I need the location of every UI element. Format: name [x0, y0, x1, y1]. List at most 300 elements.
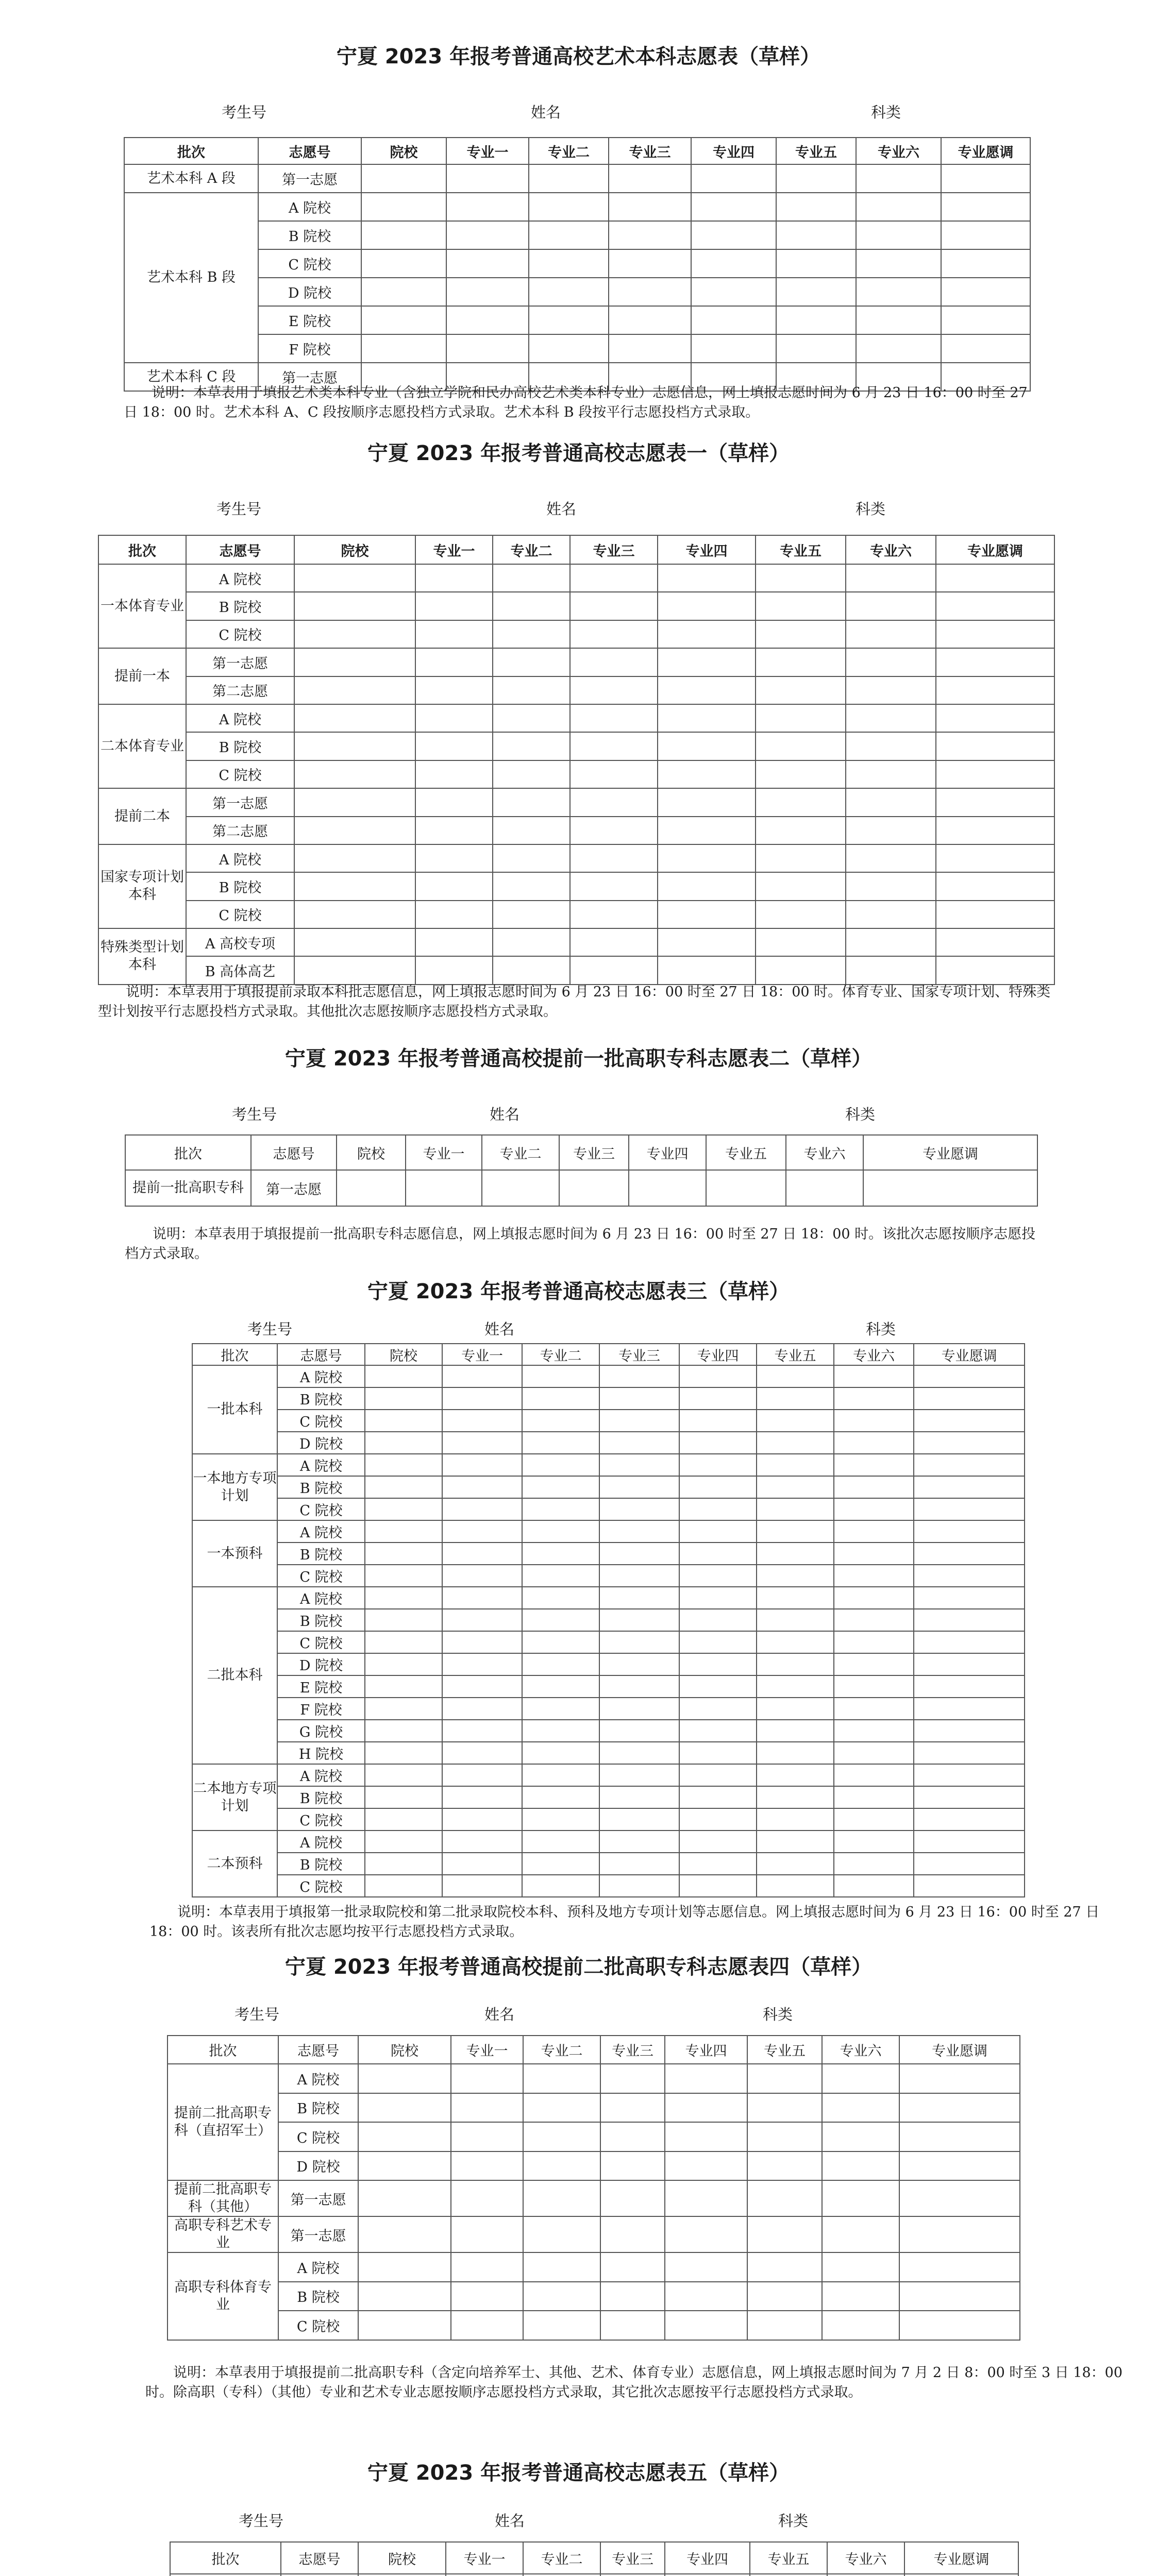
major-entry-cell[interactable] [609, 164, 691, 193]
major-entry-cell[interactable] [493, 901, 570, 928]
major-entry-cell[interactable] [756, 928, 846, 956]
major-entry-cell[interactable] [522, 1720, 599, 1742]
major-entry-cell[interactable] [679, 1653, 757, 1675]
major-entry-cell[interactable] [691, 278, 776, 306]
major-entry-cell[interactable] [570, 956, 658, 984]
major-entry-cell[interactable] [691, 221, 776, 249]
major-entry-cell[interactable] [415, 704, 493, 732]
major-entry-cell[interactable] [570, 732, 658, 760]
adjust-entry-cell[interactable] [914, 1432, 1025, 1454]
major-entry-cell[interactable] [609, 306, 691, 334]
school-entry-cell[interactable] [294, 928, 415, 956]
major-entry-cell[interactable] [679, 1565, 757, 1587]
major-entry-cell[interactable] [834, 1432, 914, 1454]
major-entry-cell[interactable] [482, 1170, 559, 1206]
adjust-entry-cell[interactable] [941, 221, 1030, 249]
major-entry-cell[interactable] [679, 1764, 757, 1786]
major-entry-cell[interactable] [522, 1786, 599, 1808]
major-entry-cell[interactable] [522, 1520, 599, 1543]
major-entry-cell[interactable] [442, 1853, 522, 1875]
major-entry-cell[interactable] [442, 1609, 522, 1631]
major-entry-cell[interactable] [600, 2122, 665, 2151]
major-entry-cell[interactable] [834, 1831, 914, 1853]
school-entry-cell[interactable] [294, 760, 415, 788]
major-entry-cell[interactable] [834, 1565, 914, 1587]
adjust-entry-cell[interactable] [899, 2093, 1020, 2123]
major-entry-cell[interactable] [493, 676, 570, 704]
major-entry-cell[interactable] [691, 249, 776, 278]
adjust-entry-cell[interactable] [936, 648, 1054, 676]
adjust-entry-cell[interactable] [914, 1543, 1025, 1565]
major-entry-cell[interactable] [757, 1365, 834, 1387]
major-entry-cell[interactable] [658, 956, 756, 984]
major-entry-cell[interactable] [442, 1454, 522, 1476]
major-entry-cell[interactable] [451, 2252, 523, 2282]
school-entry-cell[interactable] [365, 1520, 442, 1543]
major-entry-cell[interactable] [442, 1831, 522, 1853]
major-entry-cell[interactable] [522, 1498, 599, 1520]
adjust-entry-cell[interactable] [904, 2574, 1018, 2576]
major-entry-cell[interactable] [757, 1698, 834, 1720]
major-entry-cell[interactable] [493, 956, 570, 984]
major-entry-cell[interactable] [529, 334, 609, 363]
major-entry-cell[interactable] [600, 2180, 665, 2216]
school-entry-cell[interactable] [365, 1454, 442, 1476]
major-entry-cell[interactable] [679, 1520, 757, 1543]
major-entry-cell[interactable] [757, 1631, 834, 1653]
major-entry-cell[interactable] [856, 193, 941, 221]
school-entry-cell[interactable] [365, 1543, 442, 1565]
major-entry-cell[interactable] [757, 1808, 834, 1831]
school-entry-cell[interactable] [294, 564, 415, 592]
adjust-entry-cell[interactable] [914, 1675, 1025, 1698]
major-entry-cell[interactable] [776, 164, 856, 193]
major-entry-cell[interactable] [522, 1432, 599, 1454]
major-entry-cell[interactable] [846, 872, 936, 900]
major-entry-cell[interactable] [691, 193, 776, 221]
major-entry-cell[interactable] [679, 1675, 757, 1698]
major-entry-cell[interactable] [600, 2574, 665, 2576]
adjust-entry-cell[interactable] [936, 592, 1054, 620]
adjust-entry-cell[interactable] [914, 1831, 1025, 1853]
major-entry-cell[interactable] [493, 872, 570, 900]
school-entry-cell[interactable] [365, 1432, 442, 1454]
major-entry-cell[interactable] [834, 1786, 914, 1808]
major-entry-cell[interactable] [846, 901, 936, 928]
school-entry-cell[interactable] [358, 2151, 451, 2181]
major-entry-cell[interactable] [665, 2216, 747, 2252]
major-entry-cell[interactable] [415, 928, 493, 956]
major-entry-cell[interactable] [757, 1543, 834, 1565]
major-entry-cell[interactable] [747, 2282, 822, 2311]
major-entry-cell[interactable] [442, 1387, 522, 1410]
major-entry-cell[interactable] [747, 2311, 822, 2340]
major-entry-cell[interactable] [747, 2122, 822, 2151]
school-entry-cell[interactable] [361, 193, 446, 221]
major-entry-cell[interactable] [756, 760, 846, 788]
adjust-entry-cell[interactable] [914, 1476, 1025, 1498]
adjust-entry-cell[interactable] [899, 2282, 1020, 2311]
major-entry-cell[interactable] [415, 620, 493, 648]
major-entry-cell[interactable] [665, 2574, 750, 2576]
major-entry-cell[interactable] [451, 2151, 523, 2181]
major-entry-cell[interactable] [493, 844, 570, 872]
major-entry-cell[interactable] [599, 1875, 679, 1897]
major-entry-cell[interactable] [442, 1698, 522, 1720]
major-entry-cell[interactable] [599, 1410, 679, 1432]
major-entry-cell[interactable] [629, 1170, 706, 1206]
major-entry-cell[interactable] [415, 956, 493, 984]
school-entry-cell[interactable] [358, 2093, 451, 2123]
major-entry-cell[interactable] [747, 2151, 822, 2181]
major-entry-cell[interactable] [609, 278, 691, 306]
school-entry-cell[interactable] [361, 306, 446, 334]
major-entry-cell[interactable] [679, 1498, 757, 1520]
major-entry-cell[interactable] [570, 564, 658, 592]
major-entry-cell[interactable] [522, 1587, 599, 1609]
major-entry-cell[interactable] [757, 1410, 834, 1432]
major-entry-cell[interactable] [834, 1454, 914, 1476]
adjust-entry-cell[interactable] [936, 732, 1054, 760]
major-entry-cell[interactable] [834, 1720, 914, 1742]
adjust-entry-cell[interactable] [914, 1853, 1025, 1875]
major-entry-cell[interactable] [834, 1387, 914, 1410]
major-entry-cell[interactable] [599, 1365, 679, 1387]
school-entry-cell[interactable] [365, 1853, 442, 1875]
major-entry-cell[interactable] [529, 306, 609, 334]
major-entry-cell[interactable] [827, 2574, 904, 2576]
major-entry-cell[interactable] [846, 592, 936, 620]
major-entry-cell[interactable] [523, 2151, 600, 2181]
major-entry-cell[interactable] [757, 1587, 834, 1609]
major-entry-cell[interactable] [756, 901, 846, 928]
major-entry-cell[interactable] [522, 1653, 599, 1675]
major-entry-cell[interactable] [679, 1454, 757, 1476]
major-entry-cell[interactable] [846, 620, 936, 648]
major-entry-cell[interactable] [599, 1720, 679, 1742]
major-entry-cell[interactable] [665, 2180, 747, 2216]
major-entry-cell[interactable] [822, 2252, 899, 2282]
major-entry-cell[interactable] [442, 1476, 522, 1498]
major-entry-cell[interactable] [822, 2122, 899, 2151]
major-entry-cell[interactable] [834, 1498, 914, 1520]
major-entry-cell[interactable] [679, 1387, 757, 1410]
major-entry-cell[interactable] [747, 2252, 822, 2282]
major-entry-cell[interactable] [523, 2093, 600, 2123]
major-entry-cell[interactable] [415, 844, 493, 872]
adjust-entry-cell[interactable] [914, 1631, 1025, 1653]
major-entry-cell[interactable] [523, 2311, 600, 2340]
adjust-entry-cell[interactable] [936, 704, 1054, 732]
major-entry-cell[interactable] [679, 1875, 757, 1897]
major-entry-cell[interactable] [679, 1698, 757, 1720]
major-entry-cell[interactable] [493, 760, 570, 788]
major-entry-cell[interactable] [529, 193, 609, 221]
major-entry-cell[interactable] [599, 1565, 679, 1587]
major-entry-cell[interactable] [442, 1565, 522, 1587]
major-entry-cell[interactable] [522, 1565, 599, 1587]
major-entry-cell[interactable] [756, 732, 846, 760]
major-entry-cell[interactable] [522, 1764, 599, 1786]
major-entry-cell[interactable] [757, 1498, 834, 1520]
major-entry-cell[interactable] [822, 2216, 899, 2252]
major-entry-cell[interactable] [600, 2151, 665, 2181]
adjust-entry-cell[interactable] [936, 676, 1054, 704]
school-entry-cell[interactable] [294, 676, 415, 704]
major-entry-cell[interactable] [522, 1454, 599, 1476]
school-entry-cell[interactable] [365, 1698, 442, 1720]
major-entry-cell[interactable] [747, 2093, 822, 2123]
adjust-entry-cell[interactable] [936, 788, 1054, 816]
adjust-entry-cell[interactable] [914, 1609, 1025, 1631]
major-entry-cell[interactable] [570, 648, 658, 676]
major-entry-cell[interactable] [609, 221, 691, 249]
adjust-entry-cell[interactable] [914, 1786, 1025, 1808]
school-entry-cell[interactable] [361, 278, 446, 306]
major-entry-cell[interactable] [415, 676, 493, 704]
major-entry-cell[interactable] [600, 2093, 665, 2123]
major-entry-cell[interactable] [834, 1698, 914, 1720]
major-entry-cell[interactable] [442, 1720, 522, 1742]
school-entry-cell[interactable] [365, 1565, 442, 1587]
major-entry-cell[interactable] [442, 1786, 522, 1808]
adjust-entry-cell[interactable] [914, 1410, 1025, 1432]
major-entry-cell[interactable] [757, 1387, 834, 1410]
major-entry-cell[interactable] [658, 901, 756, 928]
adjust-entry-cell[interactable] [914, 1764, 1025, 1786]
major-entry-cell[interactable] [679, 1609, 757, 1631]
major-entry-cell[interactable] [523, 2574, 600, 2576]
major-entry-cell[interactable] [406, 1170, 482, 1206]
major-entry-cell[interactable] [756, 620, 846, 648]
major-entry-cell[interactable] [757, 1720, 834, 1742]
major-entry-cell[interactable] [522, 1808, 599, 1831]
major-entry-cell[interactable] [776, 193, 856, 221]
major-entry-cell[interactable] [493, 592, 570, 620]
major-entry-cell[interactable] [570, 872, 658, 900]
school-entry-cell[interactable] [294, 648, 415, 676]
major-entry-cell[interactable] [446, 249, 529, 278]
adjust-entry-cell[interactable] [936, 564, 1054, 592]
major-entry-cell[interactable] [529, 278, 609, 306]
school-entry-cell[interactable] [365, 1587, 442, 1609]
adjust-entry-cell[interactable] [941, 249, 1030, 278]
major-entry-cell[interactable] [757, 1609, 834, 1631]
major-entry-cell[interactable] [522, 1387, 599, 1410]
major-entry-cell[interactable] [658, 676, 756, 704]
major-entry-cell[interactable] [756, 817, 846, 844]
major-entry-cell[interactable] [846, 844, 936, 872]
major-entry-cell[interactable] [523, 2252, 600, 2282]
major-entry-cell[interactable] [523, 2216, 600, 2252]
major-entry-cell[interactable] [757, 1853, 834, 1875]
major-entry-cell[interactable] [522, 1476, 599, 1498]
major-entry-cell[interactable] [442, 1742, 522, 1764]
major-entry-cell[interactable] [834, 1653, 914, 1675]
major-entry-cell[interactable] [522, 1675, 599, 1698]
major-entry-cell[interactable] [679, 1786, 757, 1808]
adjust-entry-cell[interactable] [936, 956, 1054, 984]
major-entry-cell[interactable] [599, 1764, 679, 1786]
major-entry-cell[interactable] [834, 1853, 914, 1875]
major-entry-cell[interactable] [757, 1786, 834, 1808]
school-entry-cell[interactable] [365, 1720, 442, 1742]
major-entry-cell[interactable] [523, 2064, 600, 2093]
major-entry-cell[interactable] [599, 1853, 679, 1875]
major-entry-cell[interactable] [658, 844, 756, 872]
major-entry-cell[interactable] [834, 1631, 914, 1653]
school-entry-cell[interactable] [358, 2252, 451, 2282]
major-entry-cell[interactable] [415, 817, 493, 844]
major-entry-cell[interactable] [658, 732, 756, 760]
adjust-entry-cell[interactable] [936, 901, 1054, 928]
major-entry-cell[interactable] [691, 164, 776, 193]
major-entry-cell[interactable] [756, 648, 846, 676]
major-entry-cell[interactable] [599, 1609, 679, 1631]
major-entry-cell[interactable] [415, 788, 493, 816]
major-entry-cell[interactable] [665, 2122, 747, 2151]
major-entry-cell[interactable] [529, 164, 609, 193]
major-entry-cell[interactable] [599, 1698, 679, 1720]
major-entry-cell[interactable] [523, 2122, 600, 2151]
major-entry-cell[interactable] [451, 2180, 523, 2216]
major-entry-cell[interactable] [493, 732, 570, 760]
major-entry-cell[interactable] [776, 306, 856, 334]
major-entry-cell[interactable] [493, 620, 570, 648]
major-entry-cell[interactable] [609, 249, 691, 278]
school-entry-cell[interactable] [294, 956, 415, 984]
major-entry-cell[interactable] [822, 2282, 899, 2311]
major-entry-cell[interactable] [822, 2093, 899, 2123]
major-entry-cell[interactable] [446, 164, 529, 193]
major-entry-cell[interactable] [600, 2311, 665, 2340]
school-entry-cell[interactable] [294, 844, 415, 872]
major-entry-cell[interactable] [599, 1543, 679, 1565]
major-entry-cell[interactable] [415, 732, 493, 760]
major-entry-cell[interactable] [522, 1875, 599, 1897]
major-entry-cell[interactable] [442, 1520, 522, 1543]
school-entry-cell[interactable] [365, 1786, 442, 1808]
major-entry-cell[interactable] [442, 1543, 522, 1565]
major-entry-cell[interactable] [600, 2252, 665, 2282]
major-entry-cell[interactable] [834, 1742, 914, 1764]
major-entry-cell[interactable] [451, 2093, 523, 2123]
school-entry-cell[interactable] [365, 1764, 442, 1786]
major-entry-cell[interactable] [757, 1476, 834, 1498]
major-entry-cell[interactable] [856, 164, 941, 193]
major-entry-cell[interactable] [493, 704, 570, 732]
school-entry-cell[interactable] [365, 1410, 442, 1432]
major-entry-cell[interactable] [609, 334, 691, 363]
major-entry-cell[interactable] [446, 193, 529, 221]
major-entry-cell[interactable] [756, 564, 846, 592]
major-entry-cell[interactable] [523, 2282, 600, 2311]
major-entry-cell[interactable] [757, 1831, 834, 1853]
major-entry-cell[interactable] [658, 704, 756, 732]
adjust-entry-cell[interactable] [914, 1587, 1025, 1609]
major-entry-cell[interactable] [415, 901, 493, 928]
major-entry-cell[interactable] [442, 1365, 522, 1387]
adjust-entry-cell[interactable] [914, 1808, 1025, 1831]
major-entry-cell[interactable] [856, 221, 941, 249]
major-entry-cell[interactable] [599, 1675, 679, 1698]
major-entry-cell[interactable] [442, 1631, 522, 1653]
adjust-entry-cell[interactable] [936, 844, 1054, 872]
major-entry-cell[interactable] [846, 788, 936, 816]
major-entry-cell[interactable] [522, 1698, 599, 1720]
major-entry-cell[interactable] [679, 1587, 757, 1609]
adjust-entry-cell[interactable] [914, 1720, 1025, 1742]
school-entry-cell[interactable] [358, 2311, 451, 2340]
major-entry-cell[interactable] [846, 676, 936, 704]
major-entry-cell[interactable] [834, 1365, 914, 1387]
major-entry-cell[interactable] [415, 592, 493, 620]
major-entry-cell[interactable] [846, 760, 936, 788]
major-entry-cell[interactable] [679, 1631, 757, 1653]
major-entry-cell[interactable] [451, 2064, 523, 2093]
major-entry-cell[interactable] [570, 844, 658, 872]
major-entry-cell[interactable] [523, 2180, 600, 2216]
school-entry-cell[interactable] [361, 164, 446, 193]
major-entry-cell[interactable] [691, 334, 776, 363]
major-entry-cell[interactable] [679, 1476, 757, 1498]
major-entry-cell[interactable] [679, 1831, 757, 1853]
major-entry-cell[interactable] [493, 928, 570, 956]
major-entry-cell[interactable] [522, 1631, 599, 1653]
school-entry-cell[interactable] [294, 620, 415, 648]
major-entry-cell[interactable] [776, 249, 856, 278]
major-entry-cell[interactable] [757, 1454, 834, 1476]
major-entry-cell[interactable] [446, 278, 529, 306]
major-entry-cell[interactable] [679, 1543, 757, 1565]
school-entry-cell[interactable] [358, 2180, 451, 2216]
major-entry-cell[interactable] [442, 1410, 522, 1432]
major-entry-cell[interactable] [757, 1764, 834, 1786]
major-entry-cell[interactable] [822, 2064, 899, 2093]
school-entry-cell[interactable] [294, 901, 415, 928]
school-entry-cell[interactable] [358, 2122, 451, 2151]
major-entry-cell[interactable] [834, 1675, 914, 1698]
school-entry-cell[interactable] [294, 872, 415, 900]
school-entry-cell[interactable] [365, 1609, 442, 1631]
adjust-entry-cell[interactable] [936, 760, 1054, 788]
major-entry-cell[interactable] [658, 648, 756, 676]
adjust-entry-cell[interactable] [899, 2311, 1020, 2340]
major-entry-cell[interactable] [846, 564, 936, 592]
major-entry-cell[interactable] [451, 2122, 523, 2151]
school-entry-cell[interactable] [365, 1387, 442, 1410]
major-entry-cell[interactable] [442, 1432, 522, 1454]
school-entry-cell[interactable] [361, 249, 446, 278]
school-entry-cell[interactable] [365, 1498, 442, 1520]
adjust-entry-cell[interactable] [914, 1698, 1025, 1720]
major-entry-cell[interactable] [757, 1675, 834, 1698]
adjust-entry-cell[interactable] [914, 1498, 1025, 1520]
major-entry-cell[interactable] [846, 648, 936, 676]
major-entry-cell[interactable] [856, 278, 941, 306]
major-entry-cell[interactable] [679, 1365, 757, 1387]
major-entry-cell[interactable] [846, 704, 936, 732]
major-entry-cell[interactable] [599, 1742, 679, 1764]
major-entry-cell[interactable] [834, 1764, 914, 1786]
school-entry-cell[interactable] [361, 221, 446, 249]
major-entry-cell[interactable] [757, 1432, 834, 1454]
school-entry-cell[interactable] [294, 732, 415, 760]
major-entry-cell[interactable] [451, 2282, 523, 2311]
major-entry-cell[interactable] [757, 1565, 834, 1587]
major-entry-cell[interactable] [665, 2252, 747, 2282]
adjust-entry-cell[interactable] [941, 334, 1030, 363]
